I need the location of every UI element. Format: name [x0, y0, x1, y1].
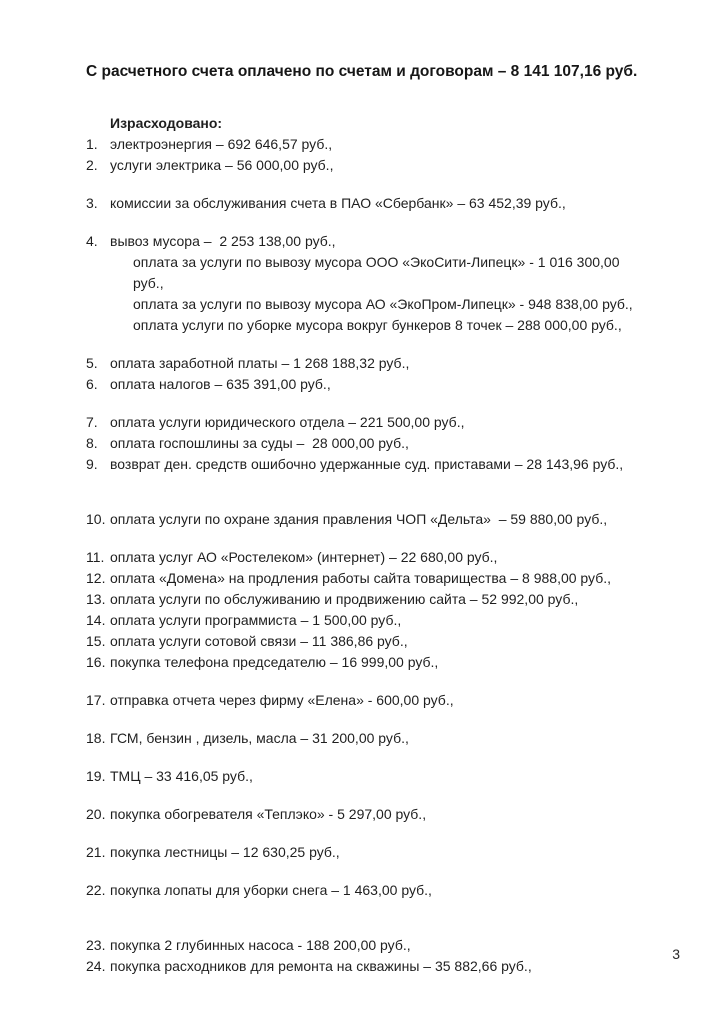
- list-item: [86, 433, 646, 454]
- list-item: [86, 880, 646, 901]
- blank-line: [86, 492, 646, 509]
- list-item: [86, 610, 646, 631]
- item-text: оплата услуги по охране здания правления ЧОП «Дельта» – 59 880,00 руб.,: [110, 511, 608, 527]
- item-text: ТМЦ – 33 416,05 руб.,: [110, 768, 253, 784]
- item-number: 11.: [86, 549, 105, 565]
- list-item: [86, 374, 646, 395]
- list-item: [86, 155, 646, 176]
- list-subitem: [86, 315, 646, 336]
- list-item: [86, 652, 646, 673]
- item-number: 15.: [86, 633, 106, 649]
- list-item: [86, 956, 646, 977]
- page-title: С расчетного счета оплачено по счетам и договорам – 8 141 107,16 руб.: [86, 63, 638, 80]
- item-number: 20.: [86, 806, 106, 822]
- item-text: покупка 2 глубинных насоса - 188 200,00 руб.,: [110, 937, 411, 953]
- list-item: [86, 134, 646, 155]
- item-text: оплата услуги по уборке мусора вокруг бункеров 8 точек – 288 000,00 руб.,: [133, 317, 622, 333]
- item-text: оплата услуги по обслуживанию и продвижению сайта – 52 992,00 руб.,: [110, 591, 579, 607]
- blank-line: [86, 787, 646, 804]
- list-item: [86, 509, 646, 530]
- item-number: 23.: [86, 937, 106, 953]
- item-number: 14.: [86, 612, 106, 628]
- item-text: возврат ден. средств ошибочно удержанные суд. приставами – 28 143,96 руб.,: [110, 456, 624, 472]
- item-number: 4.: [86, 233, 98, 249]
- list-item: [86, 454, 646, 475]
- item-number: 7.: [86, 414, 98, 430]
- item-text: покупка лопаты для уборки снега – 1 463,00 руб.,: [110, 882, 432, 898]
- item-text: оплата услуги сотовой связи – 11 386,86 руб.,: [110, 633, 408, 649]
- item-number: 16.: [86, 654, 106, 670]
- item-text: оплата госпошлины за суды – 28 000,00 руб.,: [110, 435, 409, 451]
- item-number: 6.: [86, 376, 98, 392]
- item-text: покупка расходников для ремонта на скважины – 35 882,66 руб.,: [110, 958, 532, 974]
- list-item: [86, 547, 646, 568]
- blank-line: [86, 918, 646, 935]
- item-number: 21.: [86, 844, 106, 860]
- list-item: [86, 412, 646, 433]
- item-text: оплата услуги юридического отдела – 221 500,00 руб.,: [110, 414, 465, 430]
- blank-line: [86, 711, 646, 728]
- list-item: [86, 842, 646, 863]
- blank-line: [86, 825, 646, 842]
- page-number: 3: [672, 946, 680, 962]
- item-number: 8.: [86, 435, 98, 451]
- item-text: покупка лестницы – 12 630,25 руб.,: [110, 844, 340, 860]
- item-text: вывоз мусора – 2 253 138,00 руб.,: [110, 233, 336, 249]
- item-number: 10.: [86, 511, 106, 527]
- list-subitem: [86, 294, 646, 315]
- expense-list: [86, 134, 646, 977]
- section-heading: Израсходовано:: [110, 115, 223, 131]
- item-text: оплата услуги программиста – 1 500,00 руб.,: [110, 612, 402, 628]
- item-number: 5.: [86, 355, 98, 371]
- item-text: покупка обогревателя «Теплэко» - 5 297,00 руб.,: [110, 806, 427, 822]
- item-number: 18.: [86, 730, 106, 746]
- item-number: 22.: [86, 882, 106, 898]
- blank-line: [86, 214, 646, 231]
- list-item: [86, 193, 646, 214]
- blank-line: [86, 475, 646, 492]
- item-text: оплата заработной платы – 1 268 188,32 руб.,: [110, 355, 410, 371]
- item-number: 9.: [86, 456, 98, 472]
- item-number: 19.: [86, 768, 106, 784]
- list-item: [86, 353, 646, 374]
- list-item: [86, 231, 646, 252]
- blank-line: [86, 336, 646, 353]
- item-number: 2.: [86, 157, 98, 173]
- item-number: 3.: [86, 195, 98, 211]
- item-text: оплата услуг АО «Ростелеком» (интернет) – 22 680,00 руб.,: [110, 549, 498, 565]
- item-text: оплата за услуги по вывозу мусора АО «ЭкоПром-Липецк» - 948 838,00 руб.,: [133, 296, 633, 312]
- item-text: оплата за услуги по вывозу мусора ООО «ЭкоСити-Липецк» - 1 016 300,00 руб.,: [133, 254, 624, 291]
- item-number: 13.: [86, 591, 106, 607]
- list-item: [86, 728, 646, 749]
- list-item: [86, 804, 646, 825]
- item-number: 24.: [86, 958, 106, 974]
- blank-line: [86, 395, 646, 412]
- item-text: покупка телефона председателю – 16 999,00 руб.,: [110, 654, 439, 670]
- blank-line: [86, 863, 646, 880]
- list-item: [86, 589, 646, 610]
- item-text: ГСМ, бензин , дизель, масла – 31 200,00 руб.,: [110, 730, 409, 746]
- blank-line: [86, 749, 646, 766]
- blank-line: [86, 673, 646, 690]
- blank-line: [86, 530, 646, 547]
- list-subitem: [86, 252, 646, 294]
- blank-line: [86, 901, 646, 918]
- document-content: [86, 62, 646, 977]
- list-item: [86, 935, 646, 956]
- item-text: оплата «Домена» на продления работы сайта товарищества – 8 988,00 руб.,: [110, 570, 612, 586]
- blank-line: [86, 176, 646, 193]
- item-text: отправка отчета через фирму «Елена» - 600,00 руб.,: [110, 692, 454, 708]
- item-number: 12.: [86, 570, 106, 586]
- item-text: электроэнергия – 692 646,57 руб.,: [110, 136, 333, 152]
- item-text: оплата налогов – 635 391,00 руб.,: [110, 376, 331, 392]
- list-item: [86, 631, 646, 652]
- list-item: [86, 690, 646, 711]
- item-text: комиссии за обслуживания счета в ПАО «Сбербанк» – 63 452,39 руб.,: [110, 195, 566, 211]
- item-number: 17.: [86, 692, 106, 708]
- list-item: [86, 568, 646, 589]
- item-text: услуги электрика – 56 000,00 руб.,: [110, 157, 334, 173]
- list-item: [86, 766, 646, 787]
- item-number: 1.: [86, 136, 98, 152]
